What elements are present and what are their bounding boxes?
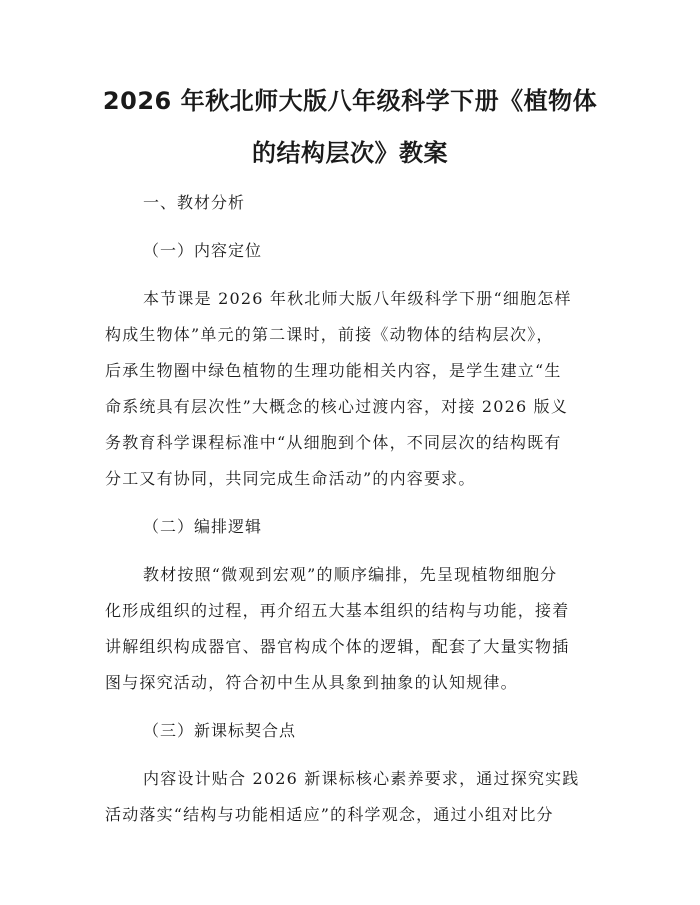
paragraph-line: 命系统具有层次性”大概念的核心过渡内容，对接 2026 版义 <box>105 397 569 416</box>
paragraph-line: 讲解组织构成器官、器官构成个体的逻辑，配套了大量实物插 <box>105 637 570 656</box>
document-title-line-1: 2026 年秋北师大版八年级科学下册《植物体 <box>102 87 598 115</box>
paragraph-line: 内容设计贴合 2026 新课标核心素养要求，通过探究实践 <box>143 769 580 788</box>
paragraph-line: 构成生物体”单元的第二课时，前接《动物体的结构层次》， <box>105 325 554 344</box>
paragraph-line: 活动落实“结构与功能相适应”的科学观念，通过小组对比分 <box>105 805 554 824</box>
document-title-line-2: 的结构层次》教案 <box>252 139 448 167</box>
subsection-heading-curriculum-alignment: （三）新课标契合点 <box>143 721 297 740</box>
paragraph-line: 本节课是 2026 年秋北师大版八年级科学下册“细胞怎样 <box>143 289 572 308</box>
paragraph-line: 教材按照“微观到宏观”的顺序编排，先呈现植物细胞分 <box>143 565 558 584</box>
section-heading-textbook-analysis: 一、教材分析 <box>143 193 246 212</box>
paragraph-line: 分工又有协同，共同完成生命活动”的内容要求。 <box>105 469 476 488</box>
paragraph-line: 化形成组织的过程，再介绍五大基本组织的结构与功能，接着 <box>105 601 570 620</box>
subsection-heading-content-positioning: （一）内容定位 <box>143 241 263 260</box>
paragraph-line: 后承生物圈中绿色植物的生理功能相关内容，是学生建立“生 <box>105 361 562 380</box>
paragraph-line: 务教育科学课程标准中“从细胞到个体，不同层次的结构既有 <box>105 433 562 452</box>
paragraph-line: 图与探究活动，符合初中生从具象到抽象的认知规律。 <box>105 673 518 692</box>
subsection-heading-arrangement-logic: （二）编排逻辑 <box>143 517 263 536</box>
